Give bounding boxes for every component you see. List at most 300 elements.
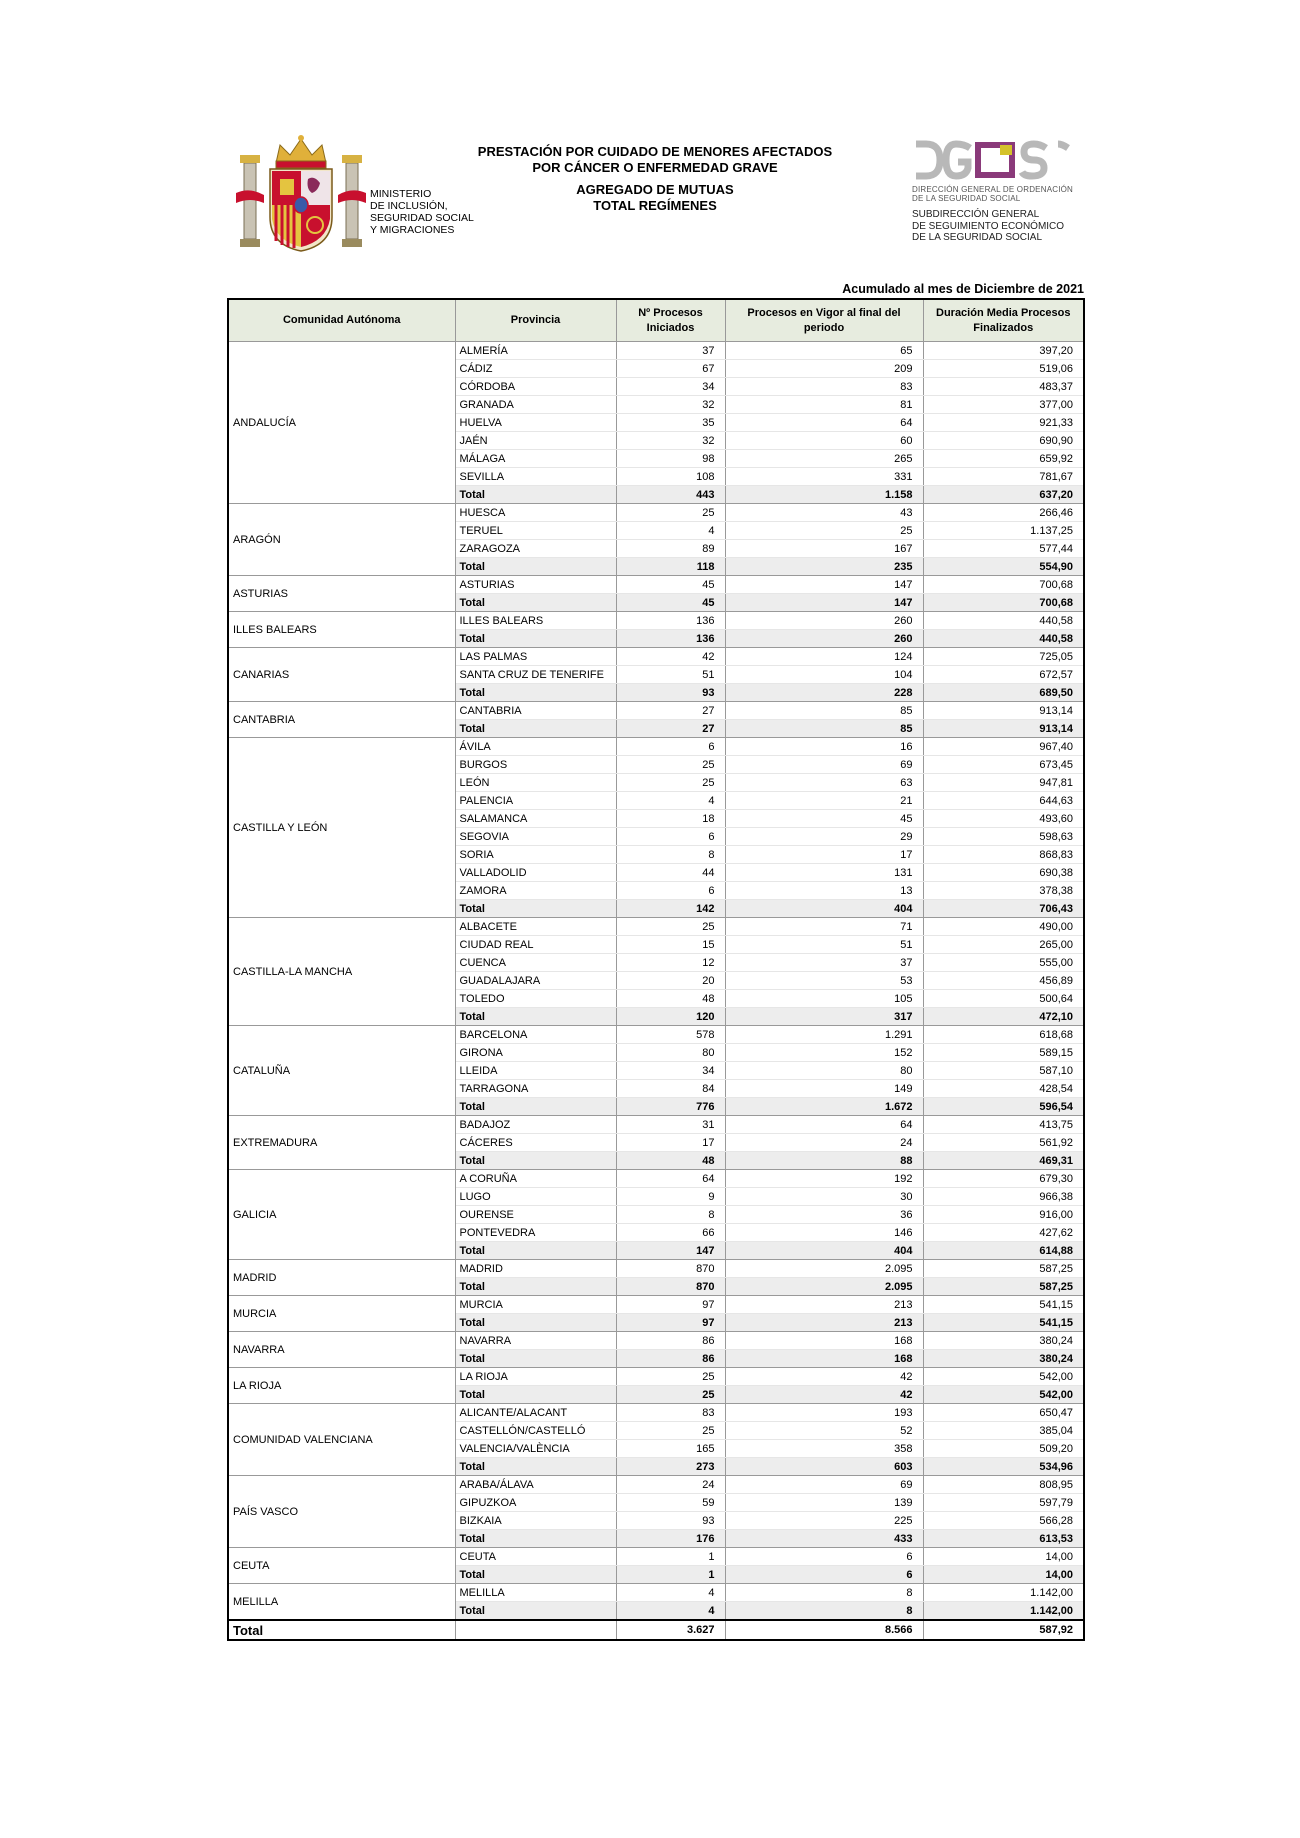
iniciados-cell: 443 <box>616 486 725 504</box>
province-cell: PALENCIA <box>455 792 616 810</box>
iniciados-cell: 165 <box>616 1440 725 1458</box>
province-cell: ALICANTE/ALACANT <box>455 1404 616 1422</box>
vigor-cell: 25 <box>725 522 923 540</box>
vigor-cell: 37 <box>725 954 923 972</box>
duracion-cell: 456,89 <box>923 972 1084 990</box>
title-line: PRESTACIÓN POR CUIDADO DE MENORES AFECTADOS <box>477 144 833 159</box>
province-cell: VALENCIA/VALÈNCIA <box>455 1440 616 1458</box>
vigor-cell: 146 <box>725 1224 923 1242</box>
table-row <box>228 1404 1084 1422</box>
duracion-cell: 14,00 <box>923 1548 1084 1566</box>
iniciados-cell: 48 <box>616 1152 725 1170</box>
table-row <box>228 504 1084 522</box>
iniciados-cell: 25 <box>616 756 725 774</box>
province-cell: SEVILLA <box>455 468 616 486</box>
province-cell: MURCIA <box>455 1296 616 1314</box>
province-cell: LEÓN <box>455 774 616 792</box>
spain-coat-of-arms-icon <box>236 133 366 255</box>
iniciados-cell: 34 <box>616 378 725 396</box>
iniciados-cell: 45 <box>616 576 725 594</box>
iniciados-cell: 51 <box>616 666 725 684</box>
table-row <box>228 1026 1084 1044</box>
region-name-cell: ILLES BALEARS <box>228 612 455 648</box>
duracion-cell: 868,83 <box>923 846 1084 864</box>
duracion-cell: 493,60 <box>923 810 1084 828</box>
iniciados-cell: 84 <box>616 1080 725 1098</box>
region-name-cell: ARAGÓN <box>228 504 455 576</box>
period-label: Acumulado al mes de Diciembre de 2021 <box>842 282 1084 296</box>
vigor-cell: 265 <box>725 450 923 468</box>
duracion-cell: 650,47 <box>923 1404 1084 1422</box>
iniciados-cell: 64 <box>616 1170 725 1188</box>
iniciados-cell: 1 <box>616 1566 725 1584</box>
total-label-cell: Total <box>455 1458 616 1476</box>
iniciados-cell: 86 <box>616 1332 725 1350</box>
grand-total-row <box>228 1620 1084 1640</box>
duracion-cell: 428,54 <box>923 1080 1084 1098</box>
province-cell: HUESCA <box>455 504 616 522</box>
duracion-cell: 689,50 <box>923 684 1084 702</box>
duracion-cell: 519,06 <box>923 360 1084 378</box>
ministry-line: DE INCLUSIÓN, <box>370 200 448 212</box>
duracion-cell: 427,62 <box>923 1224 1084 1242</box>
iniciados-cell: 776 <box>616 1098 725 1116</box>
vigor-cell: 80 <box>725 1062 923 1080</box>
province-cell: ASTURIAS <box>455 576 616 594</box>
table-row <box>228 1548 1084 1566</box>
duracion-cell: 613,53 <box>923 1530 1084 1548</box>
province-cell: PONTEVEDRA <box>455 1224 616 1242</box>
duracion-cell: 967,40 <box>923 738 1084 756</box>
total-label-cell: Total <box>455 1566 616 1584</box>
vigor-cell: 30 <box>725 1188 923 1206</box>
region-name-cell: GALICIA <box>228 1170 455 1260</box>
duracion-cell: 14,00 <box>923 1566 1084 1584</box>
vigor-cell: 2.095 <box>725 1260 923 1278</box>
vigor-cell: 45 <box>725 810 923 828</box>
iniciados-cell: 25 <box>616 1422 725 1440</box>
column-header: Nº Procesos Iniciados <box>616 299 725 342</box>
total-label-cell: Total <box>455 900 616 918</box>
duracion-cell: 913,14 <box>923 702 1084 720</box>
province-cell: LAS PALMAS <box>455 648 616 666</box>
total-label-cell: Total <box>455 1008 616 1026</box>
ministry-line: Y MIGRACIONES <box>370 224 455 236</box>
duracion-cell: 679,30 <box>923 1170 1084 1188</box>
table-row <box>228 342 1084 360</box>
subtitle-line: AGREGADO DE MUTUAS <box>576 182 734 197</box>
province-cell: BADAJOZ <box>455 1116 616 1134</box>
province-cell: CIUDAD REAL <box>455 936 616 954</box>
vigor-cell: 1.291 <box>725 1026 923 1044</box>
report-title <box>440 144 870 214</box>
vigor-cell: 13 <box>725 882 923 900</box>
duracion-cell: 483,37 <box>923 378 1084 396</box>
region-name-cell: LA RIOJA <box>228 1368 455 1404</box>
vigor-cell: 213 <box>725 1296 923 1314</box>
total-label-cell: Total <box>455 486 616 504</box>
duracion-cell: 378,38 <box>923 882 1084 900</box>
duracion-cell: 781,67 <box>923 468 1084 486</box>
province-cell: SANTA CRUZ DE TENERIFE <box>455 666 616 684</box>
table-row <box>228 1584 1084 1602</box>
subdireccion-line: DE LA SEGURIDAD SOCIAL <box>912 232 1043 243</box>
province-cell: CÓRDOBA <box>455 378 616 396</box>
iniciados-cell: 89 <box>616 540 725 558</box>
duracion-cell: 266,46 <box>923 504 1084 522</box>
duracion-cell: 659,92 <box>923 450 1084 468</box>
iniciados-cell: 97 <box>616 1296 725 1314</box>
vigor-cell: 331 <box>725 468 923 486</box>
vigor-cell: 167 <box>725 540 923 558</box>
vigor-cell: 6 <box>725 1566 923 1584</box>
duracion-cell: 397,20 <box>923 342 1084 360</box>
vigor-cell: 51 <box>725 936 923 954</box>
iniciados-cell: 93 <box>616 1512 725 1530</box>
total-label-cell: Total <box>455 558 616 576</box>
iniciados-cell: 20 <box>616 972 725 990</box>
total-label-cell: Total <box>455 1602 616 1621</box>
region-name-cell: CEUTA <box>228 1548 455 1584</box>
vigor-cell: 260 <box>725 612 923 630</box>
grand-total-empty-cell <box>455 1620 616 1640</box>
subdireccion-line: SUBDIRECCIÓN GENERAL <box>912 209 1040 220</box>
province-cell: SALAMANCA <box>455 810 616 828</box>
iniciados-cell: 45 <box>616 594 725 612</box>
duracion-cell: 542,00 <box>923 1386 1084 1404</box>
iniciados-cell: 4 <box>616 792 725 810</box>
table-header-row <box>228 299 1084 342</box>
duracion-cell: 472,10 <box>923 1008 1084 1026</box>
data-table <box>227 298 1085 1641</box>
province-cell: LA RIOJA <box>455 1368 616 1386</box>
total-label-cell: Total <box>455 1530 616 1548</box>
region-name-cell: EXTREMADURA <box>228 1116 455 1170</box>
province-cell: TOLEDO <box>455 990 616 1008</box>
vigor-cell: 152 <box>725 1044 923 1062</box>
total-label-cell: Total <box>455 1278 616 1296</box>
duracion-cell: 966,38 <box>923 1188 1084 1206</box>
vigor-cell: 53 <box>725 972 923 990</box>
province-cell: BARCELONA <box>455 1026 616 1044</box>
ministry-line: MINISTERIO <box>370 188 432 200</box>
duracion-cell: 700,68 <box>923 594 1084 612</box>
vigor-cell: 42 <box>725 1368 923 1386</box>
vigor-cell: 43 <box>725 504 923 522</box>
iniciados-cell: 25 <box>616 918 725 936</box>
iniciados-cell: 136 <box>616 630 725 648</box>
iniciados-cell: 97 <box>616 1314 725 1332</box>
vigor-cell: 60 <box>725 432 923 450</box>
province-cell: GRANADA <box>455 396 616 414</box>
iniciados-cell: 44 <box>616 864 725 882</box>
iniciados-cell: 12 <box>616 954 725 972</box>
table-row <box>228 1476 1084 1494</box>
duracion-cell: 725,05 <box>923 648 1084 666</box>
vigor-cell: 64 <box>725 1116 923 1134</box>
iniciados-cell: 6 <box>616 738 725 756</box>
province-cell: CEUTA <box>455 1548 616 1566</box>
iniciados-cell: 120 <box>616 1008 725 1026</box>
province-cell: ARABA/ÁLAVA <box>455 1476 616 1494</box>
total-label-cell: Total <box>455 1350 616 1368</box>
duracion-cell: 637,20 <box>923 486 1084 504</box>
duracion-cell: 555,00 <box>923 954 1084 972</box>
iniciados-cell: 1 <box>616 1548 725 1566</box>
table-row <box>228 918 1084 936</box>
vigor-cell: 21 <box>725 792 923 810</box>
iniciados-cell: 17 <box>616 1134 725 1152</box>
total-label-cell: Total <box>455 1098 616 1116</box>
subtitle-line: TOTAL REGÍMENES <box>593 198 717 213</box>
iniciados-cell: 98 <box>616 450 725 468</box>
vigor-cell: 52 <box>725 1422 923 1440</box>
iniciados-cell: 34 <box>616 1062 725 1080</box>
vigor-cell: 131 <box>725 864 923 882</box>
vigor-cell: 6 <box>725 1548 923 1566</box>
vigor-cell: 404 <box>725 900 923 918</box>
iniciados-cell: 35 <box>616 414 725 432</box>
duracion-cell: 913,14 <box>923 720 1084 738</box>
duracion-cell: 385,04 <box>923 1422 1084 1440</box>
column-header: Procesos en Vigor al final del periodo <box>725 299 923 342</box>
iniciados-cell: 870 <box>616 1278 725 1296</box>
iniciados-cell: 67 <box>616 360 725 378</box>
duracion-cell: 380,24 <box>923 1332 1084 1350</box>
iniciados-cell: 86 <box>616 1350 725 1368</box>
iniciados-cell: 6 <box>616 882 725 900</box>
vigor-cell: 147 <box>725 576 923 594</box>
province-cell: MELILLA <box>455 1584 616 1602</box>
duracion-cell: 577,44 <box>923 540 1084 558</box>
duracion-cell: 469,31 <box>923 1152 1084 1170</box>
duracion-cell: 541,15 <box>923 1296 1084 1314</box>
vigor-cell: 29 <box>725 828 923 846</box>
table-row <box>228 702 1084 720</box>
iniciados-cell: 31 <box>616 1116 725 1134</box>
vigor-cell: 65 <box>725 342 923 360</box>
iniciados-cell: 27 <box>616 702 725 720</box>
iniciados-cell: 66 <box>616 1224 725 1242</box>
vigor-cell: 17 <box>725 846 923 864</box>
iniciados-cell: 273 <box>616 1458 725 1476</box>
duracion-cell: 706,43 <box>923 900 1084 918</box>
duracion-cell: 265,00 <box>923 936 1084 954</box>
total-label-cell: Total <box>455 1242 616 1260</box>
iniciados-cell: 25 <box>616 774 725 792</box>
vigor-cell: 8 <box>725 1584 923 1602</box>
grand-total-duracion: 587,92 <box>923 1620 1084 1640</box>
vigor-cell: 149 <box>725 1080 923 1098</box>
region-name-cell: CASTILLA-LA MANCHA <box>228 918 455 1026</box>
duracion-cell: 440,58 <box>923 612 1084 630</box>
region-name-cell: CATALUÑA <box>228 1026 455 1116</box>
duracion-cell: 916,00 <box>923 1206 1084 1224</box>
vigor-cell: 225 <box>725 1512 923 1530</box>
grand-total-vigor: 8.566 <box>725 1620 923 1640</box>
province-cell: LLEIDA <box>455 1062 616 1080</box>
duracion-cell: 690,38 <box>923 864 1084 882</box>
province-cell: BURGOS <box>455 756 616 774</box>
iniciados-cell: 4 <box>616 522 725 540</box>
column-header: Provincia <box>455 299 616 342</box>
iniciados-cell: 93 <box>616 684 725 702</box>
province-cell: VALLADOLID <box>455 864 616 882</box>
vigor-cell: 2.095 <box>725 1278 923 1296</box>
table-row <box>228 612 1084 630</box>
duracion-cell: 672,57 <box>923 666 1084 684</box>
province-cell: JAÉN <box>455 432 616 450</box>
iniciados-cell: 80 <box>616 1044 725 1062</box>
duracion-cell: 808,95 <box>923 1476 1084 1494</box>
region-name-cell: PAÍS VASCO <box>228 1476 455 1548</box>
iniciados-cell: 42 <box>616 648 725 666</box>
iniciados-cell: 27 <box>616 720 725 738</box>
vigor-cell: 209 <box>725 360 923 378</box>
vigor-cell: 1.672 <box>725 1098 923 1116</box>
region-name-cell: ANDALUCÍA <box>228 342 455 504</box>
duracion-cell: 700,68 <box>923 576 1084 594</box>
column-header: Comunidad Autónoma <box>228 299 455 342</box>
province-cell: ALMERÍA <box>455 342 616 360</box>
province-cell: CÁDIZ <box>455 360 616 378</box>
province-cell: GIRONA <box>455 1044 616 1062</box>
iniciados-cell: 176 <box>616 1530 725 1548</box>
region-name-cell: CANARIAS <box>228 648 455 702</box>
vigor-cell: 85 <box>725 702 923 720</box>
duracion-cell: 673,45 <box>923 756 1084 774</box>
province-cell: MADRID <box>455 1260 616 1278</box>
duracion-cell: 587,10 <box>923 1062 1084 1080</box>
vigor-cell: 404 <box>725 1242 923 1260</box>
total-label-cell: Total <box>455 594 616 612</box>
table-row <box>228 1368 1084 1386</box>
grand-total-label: Total <box>228 1620 455 1640</box>
dgoss-name-line: DIRECCIÓN GENERAL DE ORDENACIÓN <box>912 185 1074 194</box>
iniciados-cell: 83 <box>616 1404 725 1422</box>
province-cell: SEGOVIA <box>455 828 616 846</box>
duracion-cell: 561,92 <box>923 1134 1084 1152</box>
duracion-cell: 598,63 <box>923 828 1084 846</box>
iniciados-cell: 8 <box>616 1206 725 1224</box>
province-cell: ALBACETE <box>455 918 616 936</box>
region-name-cell: MURCIA <box>228 1296 455 1332</box>
duracion-cell: 589,15 <box>923 1044 1084 1062</box>
vigor-cell: 85 <box>725 720 923 738</box>
table-row <box>228 1332 1084 1350</box>
province-cell: A CORUÑA <box>455 1170 616 1188</box>
vigor-cell: 147 <box>725 594 923 612</box>
province-cell: ZAMORA <box>455 882 616 900</box>
vigor-cell: 104 <box>725 666 923 684</box>
iniciados-cell: 59 <box>616 1494 725 1512</box>
total-label-cell: Total <box>455 1314 616 1332</box>
table-row <box>228 1170 1084 1188</box>
total-label-cell: Total <box>455 684 616 702</box>
province-cell: MÁLAGA <box>455 450 616 468</box>
iniciados-cell: 8 <box>616 846 725 864</box>
vigor-cell: 139 <box>725 1494 923 1512</box>
duracion-cell: 1.142,00 <box>923 1584 1084 1602</box>
duracion-cell: 377,00 <box>923 396 1084 414</box>
subdireccion-line: DE SEGUIMIENTO ECONÓMICO <box>912 220 1065 232</box>
vigor-cell: 317 <box>725 1008 923 1026</box>
total-label-cell: Total <box>455 720 616 738</box>
vigor-cell: 168 <box>725 1350 923 1368</box>
duracion-cell: 618,68 <box>923 1026 1084 1044</box>
duracion-cell: 921,33 <box>923 414 1084 432</box>
province-cell: ÁVILA <box>455 738 616 756</box>
province-cell: CUENCA <box>455 954 616 972</box>
province-cell: ZARAGOZA <box>455 540 616 558</box>
vigor-cell: 81 <box>725 396 923 414</box>
iniciados-cell: 15 <box>616 936 725 954</box>
vigor-cell: 358 <box>725 1440 923 1458</box>
total-label-cell: Total <box>455 1386 616 1404</box>
iniciados-cell: 142 <box>616 900 725 918</box>
province-cell: CANTABRIA <box>455 702 616 720</box>
title-line: POR CÁNCER O ENFERMEDAD GRAVE <box>532 160 778 175</box>
iniciados-cell: 9 <box>616 1188 725 1206</box>
region-name-cell: CASTILLA Y LEÓN <box>228 738 455 918</box>
province-cell: GIPUZKOA <box>455 1494 616 1512</box>
region-name-cell: COMUNIDAD VALENCIANA <box>228 1404 455 1476</box>
table-row <box>228 1260 1084 1278</box>
vigor-cell: 433 <box>725 1530 923 1548</box>
vigor-cell: 105 <box>725 990 923 1008</box>
vigor-cell: 235 <box>725 558 923 576</box>
duracion-cell: 597,79 <box>923 1494 1084 1512</box>
province-cell: ILLES BALEARS <box>455 612 616 630</box>
province-cell: TERUEL <box>455 522 616 540</box>
region-name-cell: MELILLA <box>228 1584 455 1621</box>
iniciados-cell: 147 <box>616 1242 725 1260</box>
dgoss-logo-block <box>912 140 1092 244</box>
region-name-cell: ASTURIAS <box>228 576 455 612</box>
iniciados-cell: 6 <box>616 828 725 846</box>
duracion-cell: 509,20 <box>923 1440 1084 1458</box>
duracion-cell: 490,00 <box>923 918 1084 936</box>
province-cell: SORIA <box>455 846 616 864</box>
duracion-cell: 413,75 <box>923 1116 1084 1134</box>
table-row <box>228 738 1084 756</box>
duracion-cell: 1.142,00 <box>923 1602 1084 1621</box>
duracion-cell: 1.137,25 <box>923 522 1084 540</box>
table-body <box>228 342 1084 1641</box>
vigor-cell: 24 <box>725 1134 923 1152</box>
duracion-cell: 542,00 <box>923 1368 1084 1386</box>
vigor-cell: 168 <box>725 1332 923 1350</box>
duracion-cell: 554,90 <box>923 558 1084 576</box>
vigor-cell: 42 <box>725 1386 923 1404</box>
iniciados-cell: 870 <box>616 1260 725 1278</box>
table-row <box>228 1296 1084 1314</box>
vigor-cell: 88 <box>725 1152 923 1170</box>
duracion-cell: 500,64 <box>923 990 1084 1008</box>
duracion-cell: 587,25 <box>923 1260 1084 1278</box>
duracion-cell: 440,58 <box>923 630 1084 648</box>
duracion-cell: 380,24 <box>923 1350 1084 1368</box>
vigor-cell: 213 <box>725 1314 923 1332</box>
vigor-cell: 36 <box>725 1206 923 1224</box>
dgoss-name-line: DE LA SEGURIDAD SOCIAL <box>912 194 1021 203</box>
duracion-cell: 541,15 <box>923 1314 1084 1332</box>
iniciados-cell: 18 <box>616 810 725 828</box>
duracion-cell: 947,81 <box>923 774 1084 792</box>
duracion-cell: 614,88 <box>923 1242 1084 1260</box>
vigor-cell: 1.158 <box>725 486 923 504</box>
total-label-cell: Total <box>455 1152 616 1170</box>
